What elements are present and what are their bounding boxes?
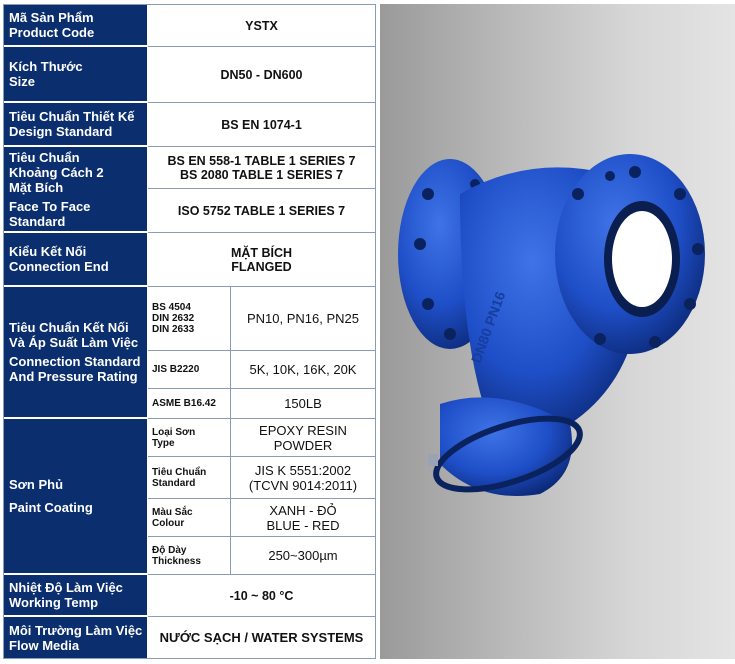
face-to-face-value-iso: ISO 5752 TABLE 1 SERIES 7	[148, 189, 375, 233]
product-code-label-vi: Mã Sản Phẩm	[9, 10, 94, 25]
design-standard-label-vi: Tiêu Chuẩn Thiết Kế	[9, 109, 135, 124]
flow-media-value: NƯỚC SẠCH / WATER SYSTEMS	[159, 629, 364, 645]
connection-end-value-vi: MẶT BÍCH	[230, 245, 293, 260]
casting-mark: DN80 PN16	[467, 289, 509, 366]
face-to-face-value-1: BS EN 558-1 TABLE 1 SERIES 7	[167, 153, 356, 168]
connection-rating-pn: PN10, PN16, PN25	[231, 287, 375, 351]
product-code-value: YSTX	[148, 5, 375, 47]
paint-coating-label-en: Paint Coating	[9, 500, 93, 515]
flow-media-label-vi: Môi Trường Làm Việc	[9, 622, 143, 638]
face-to-face-value-2: BS 2080 TABLE 1 SERIES 7	[179, 167, 344, 182]
paint-standard-value: JIS K 5551:2002 (TCVN 9014:2011)	[231, 457, 375, 499]
connection-standard-jis: JIS B2220	[148, 351, 231, 389]
paint-colour-value: XANH - ĐỎ BLUE - RED	[231, 499, 375, 537]
size-label	[4, 47, 147, 103]
connection-end-value	[148, 233, 375, 287]
size-label-en: Size	[9, 74, 36, 89]
working-temp-value: -10 ~ 80 °C	[148, 575, 375, 617]
paint-coating-label	[4, 419, 147, 575]
connection-standard-asme: ASME B16.42	[148, 389, 231, 419]
connection-rating-lb: 150LB	[231, 389, 375, 419]
design-standard-label-en: Design Standard	[9, 124, 113, 139]
design-standard-value: BS EN 1074-1	[148, 103, 375, 147]
y-strainer-valve-image	[380, 4, 735, 659]
design-standard-label	[4, 103, 147, 147]
connection-standard-bs: BS 4504 DIN 2632 DIN 2633	[148, 287, 231, 351]
working-temp-label-en: Working Temp	[9, 595, 99, 610]
paint-standard-label: Tiêu Chuẩn Standard	[148, 457, 231, 499]
connection-end-value-en: FLANGED	[231, 259, 292, 274]
product-photo	[380, 4, 735, 659]
size-label-vi: Kích Thước	[9, 59, 83, 74]
face-to-face-label-vi: Tiêu Chuẩn Khoảng Cách 2 Mặt Bích	[9, 149, 104, 195]
flow-media-label	[4, 617, 147, 658]
connection-end-label	[4, 233, 147, 287]
paint-colour-label: Màu Sắc Colour	[148, 499, 231, 537]
product-code-label-en: Product Code	[9, 25, 95, 40]
paint-coating-label-vi: Sơn Phủ	[9, 477, 64, 492]
paint-type-label: Loại Sơn Type	[148, 419, 231, 457]
product-code-label	[4, 5, 147, 47]
face-to-face-value-bs	[148, 147, 375, 189]
paint-thickness-value: 250~300µm	[231, 537, 375, 575]
connection-standard-label	[4, 287, 147, 419]
flow-media-label-en: Flow Media	[9, 637, 80, 653]
face-to-face-label	[4, 147, 147, 233]
bore-opening	[612, 211, 672, 307]
connection-end-label-vi: Kiểu Kết Nối	[9, 244, 87, 259]
paint-thickness-label: Độ Dày Thickness	[148, 537, 231, 575]
working-temp-label	[4, 575, 147, 617]
connection-rating-k: 5K, 10K, 16K, 20K	[231, 351, 375, 389]
paint-type-value: EPOXY RESIN POWDER	[231, 419, 375, 457]
connection-end-label-en: Connection End	[9, 259, 109, 274]
connection-standard-label-vi: Tiêu Chuẩn Kết Nối Và Áp Suất Làm Việc	[9, 320, 139, 350]
face-to-face-label-en: Face To Face Standard	[9, 198, 91, 229]
spec-table	[3, 4, 376, 659]
working-temp-label-vi: Nhiệt Độ Làm Việc	[9, 580, 123, 595]
connection-standard-label-en: Connection Standard And Pressure Rating	[9, 354, 141, 384]
drain-plug	[428, 454, 438, 466]
size-value: DN50 - DN600	[148, 47, 375, 103]
